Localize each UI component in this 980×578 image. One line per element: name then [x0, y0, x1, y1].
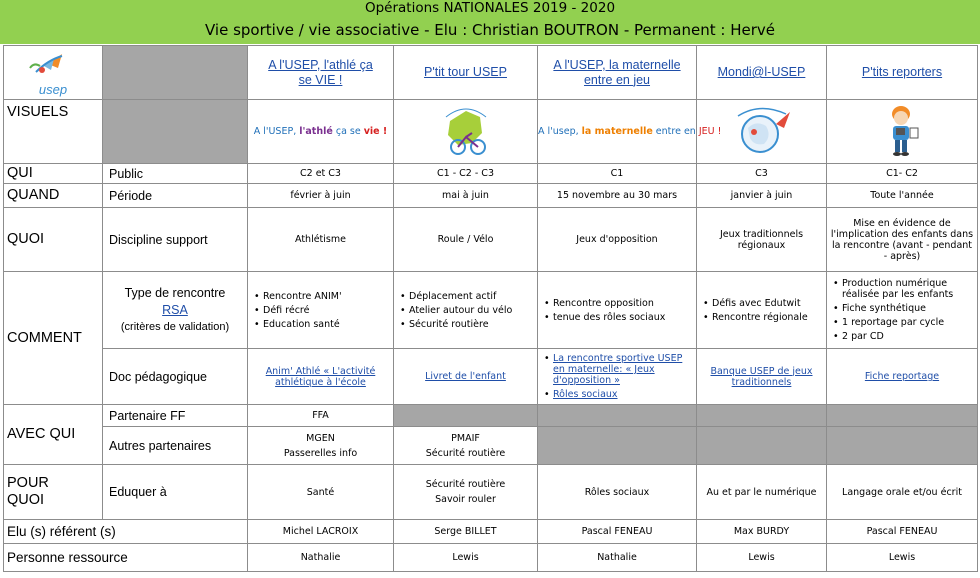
header-op-1 [248, 46, 394, 100]
autres-empty [538, 427, 697, 465]
doc-3 [538, 349, 697, 405]
op-5-link[interactable]: P'tits reporters [861, 65, 943, 79]
ptit-tour-logo-icon [436, 103, 496, 157]
doc-5-link[interactable]: Fiche reportage [864, 371, 940, 382]
doc-4-link[interactable]: Banque USEP de jeux traditionnels [710, 365, 813, 388]
label-criteria: (critères de validation) [120, 321, 230, 333]
list-item: • Défis avec Edutwit [703, 298, 822, 309]
doc-5 [827, 349, 978, 405]
public-3: C1 [538, 164, 697, 184]
section-elu: Elu (s) référent (s) [4, 520, 248, 544]
op-1-link[interactable]: A l'USEP, l'athlé ça se VIE ! [268, 57, 373, 87]
partenaire-ff-empty [697, 405, 827, 427]
section-avec-qui: AVEC QUI [4, 405, 103, 465]
visual-3-text-b: la maternelle [581, 126, 653, 137]
eduquer-2b: Savoir rouler [435, 494, 496, 505]
periode-2: mai à juin [394, 184, 538, 208]
reporter-character-icon [877, 102, 927, 158]
discipline-2: Roule / Vélo [394, 208, 538, 272]
partenaire-ff-1: FFA [248, 405, 394, 427]
elu-2: Serge BILLET [394, 520, 538, 544]
list-item: • Rencontre opposition [544, 298, 692, 309]
partenaire-ff-empty [827, 405, 978, 427]
visuels-empty-cell [103, 100, 248, 164]
section-comment: COMMENT [4, 272, 103, 405]
visual-3-text-c: entre en [652, 126, 699, 137]
operations-table [3, 45, 978, 572]
op-4-link[interactable]: Mondi@l-USEP [717, 65, 806, 79]
header-op-5 [827, 46, 978, 100]
section-quoi: QUOI [4, 208, 103, 272]
mondial-globe-icon [724, 102, 800, 158]
elu-4: Max BURDY [697, 520, 827, 544]
visual-1-text-d: vie ! [363, 126, 388, 137]
periode-1: février à juin [248, 184, 394, 208]
discipline-3: Jeux d'opposition [538, 208, 697, 272]
periode-3: 15 novembre au 30 mars [538, 184, 697, 208]
label-doc: Doc pédagogique [103, 349, 248, 405]
visual-1-text-c: ça se [332, 126, 364, 137]
discipline-4: Jeux traditionnels régionaux [697, 208, 827, 272]
list-item: • Défi récré [254, 305, 389, 316]
periode-4: janvier à juin [697, 184, 827, 208]
list-item [544, 389, 692, 400]
label-rencontre-text: Type de rencontre [124, 286, 226, 300]
visual-1-text-b: l'athlé [299, 126, 333, 137]
discipline-5: Mise en évidence de l'implication des enfants dans la rencontre (avant - pendant - après) [827, 208, 978, 272]
rencontre-list-1 [248, 272, 394, 349]
public-1: C2 et C3 [248, 164, 394, 184]
list-item: • Rencontre ANIM' [254, 291, 389, 302]
eduquer-3: Rôles sociaux [538, 465, 697, 520]
visual-1-text-a: A l'USEP, [253, 126, 300, 137]
visual-3-text-d: JEU ! [698, 126, 722, 137]
doc-2 [394, 349, 538, 405]
autres-2b: Sécurité routière [425, 447, 506, 459]
visual-1 [248, 100, 394, 164]
header-op-2 [394, 46, 538, 100]
visual-5 [827, 100, 978, 164]
partenaire-ff-empty [394, 405, 538, 427]
doc-4 [697, 349, 827, 405]
label-autres: Autres partenaires [103, 427, 248, 465]
visual-3 [538, 100, 722, 164]
usep-logo-text: usep [38, 81, 68, 97]
rencontre-list-3 [538, 272, 697, 349]
rencontre-list-4 [697, 272, 827, 349]
list-item: • Atelier autour du vélo [400, 305, 533, 316]
visual-2 [394, 100, 538, 164]
section-qui: QUI [4, 164, 103, 184]
elu-1: Michel LACROIX [248, 520, 394, 544]
label-rencontre [103, 272, 248, 349]
doc-3b-link[interactable]: Rôles sociaux [553, 389, 618, 400]
list-item: • Education santé [254, 319, 389, 330]
elu-5: Pascal FENEAU [827, 520, 978, 544]
rencontre-list-2 [394, 272, 538, 349]
list-item: • Déplacement actif [400, 291, 533, 302]
list-item [544, 353, 692, 386]
eduquer-2 [394, 465, 538, 520]
personne-4: Lewis [697, 544, 827, 572]
elu-3: Pascal FENEAU [538, 520, 697, 544]
section-visuels: VISUELS [4, 100, 103, 164]
personne-1: Nathalie [248, 544, 394, 572]
list-item: • Rencontre régionale [703, 312, 822, 323]
personne-5: Lewis [827, 544, 978, 572]
eduquer-2a: Sécurité routière [425, 479, 506, 490]
page-header [0, 0, 980, 44]
list-item: • 2 par CD [833, 331, 973, 342]
autres-empty [697, 427, 827, 465]
page-subtitle: Vie sportive / vie associative - Elu : Christian BOUTRON - Permanent : Hervé [205, 21, 775, 39]
doc-1 [248, 349, 394, 405]
personne-3: Nathalie [538, 544, 697, 572]
eduquer-5: Langage orale et/ou écrit [827, 465, 978, 520]
personne-2: Lewis [394, 544, 538, 572]
rencontre-list-5 [827, 272, 978, 349]
public-5: C1- C2 [827, 164, 978, 184]
visual-3-text-a: A l'usep, [538, 126, 582, 137]
list-item: • 1 reportage par cycle [833, 317, 973, 328]
logo-cell [4, 46, 103, 100]
section-quand: QUAND [4, 184, 103, 208]
label-partenaire-ff: Partenaire FF [103, 405, 248, 427]
list-item: • Production numérique réalisée par les enfants [833, 278, 973, 300]
eduquer-4: Au et par le numérique [697, 465, 827, 520]
header-op-4 [697, 46, 827, 100]
doc-3a-link[interactable]: La rencontre sportive USEP en maternelle: « Jeux d'opposition » [553, 353, 683, 386]
rsa-link[interactable]: RSA [162, 303, 188, 317]
public-2: C1 - C2 - C3 [394, 164, 538, 184]
partenaire-ff-empty [538, 405, 697, 427]
doc-2-link[interactable]: Livret de l'enfant [425, 371, 506, 382]
header-empty-cell [103, 46, 248, 100]
discipline-1: Athlétisme [248, 208, 394, 272]
op-2-link[interactable]: P'tit tour USEP [424, 65, 507, 79]
page-title: Opérations NATIONALES 2019 - 2020 [364, 0, 616, 16]
label-eduquer: Eduquer à [103, 465, 248, 520]
autres-1a: MGEN [306, 432, 335, 444]
doc-1-link[interactable]: Anim' Athlé « L'activité athlétique à l'école [265, 365, 376, 388]
list-item: • Fiche synthétique [833, 303, 973, 314]
header-op-3 [538, 46, 697, 100]
public-4: C3 [697, 164, 827, 184]
autres-2 [394, 427, 538, 465]
periode-5: Toute l'année [827, 184, 978, 208]
section-personne: Personne ressource [4, 544, 248, 572]
op-3-link[interactable]: A l'USEP, la maternelle entre en jeu [553, 57, 681, 87]
section-pour-quoi: POUR QUOI [4, 465, 103, 520]
autres-1b: Passerelles info [283, 447, 358, 459]
eduquer-1: Santé [248, 465, 394, 520]
label-discipline: Discipline support [103, 208, 248, 272]
label-periode: Période [103, 184, 248, 208]
autres-empty [827, 427, 978, 465]
list-item: • Sécurité routière [400, 319, 533, 330]
list-item: • tenue des rôles sociaux [544, 312, 692, 323]
autres-1 [248, 427, 394, 465]
autres-2a: PMAIF [451, 432, 480, 444]
label-public: Public [103, 164, 248, 184]
